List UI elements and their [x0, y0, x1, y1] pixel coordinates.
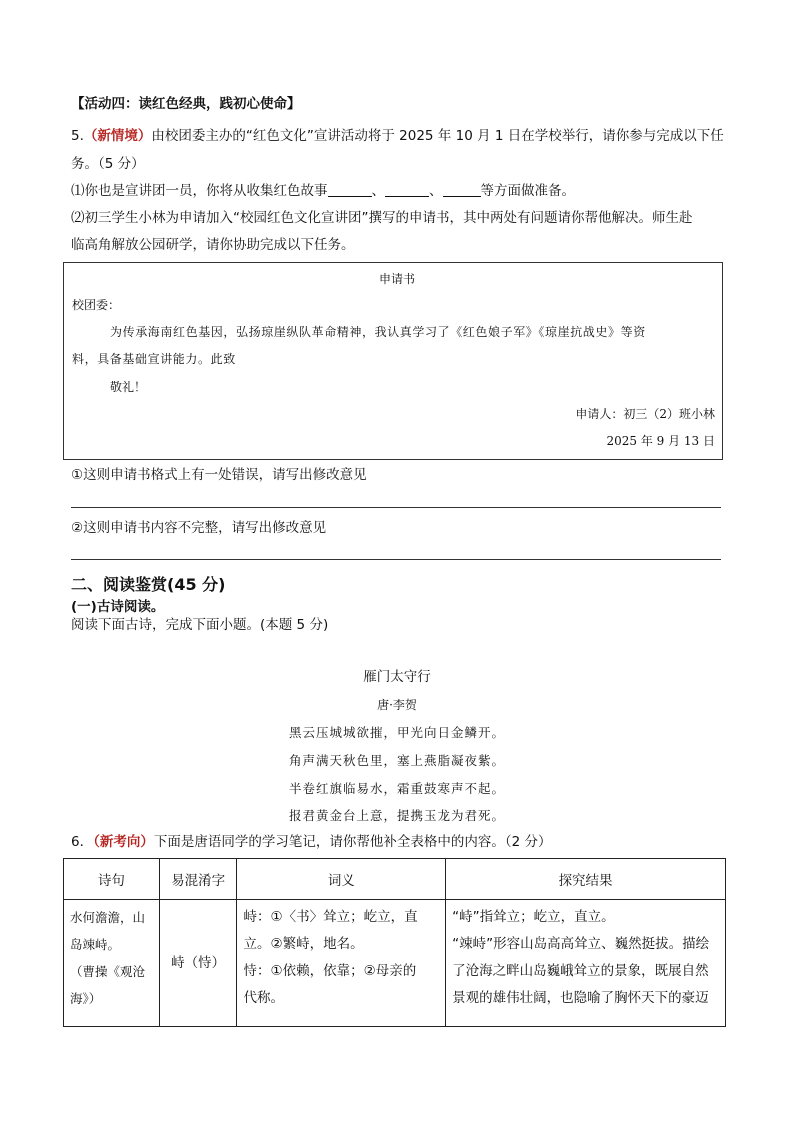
q5-sub1-prefix: ⑴你也是宣讲团一员，你将从收集红色故事: [71, 183, 328, 199]
cell-line: 海》）: [70, 991, 102, 1006]
cell-line: 景观的雄伟壮阔，也隐喻了胸怀天下的豪迈: [452, 990, 709, 1006]
poem-author: 唐·李贺: [377, 698, 417, 712]
meaning-cell: [237, 900, 446, 1027]
q6-text: 下面是唐语同学的学习笔记，请你帮他补全表格中的内容。（2 分）: [153, 834, 552, 850]
cell-line: 了沧海之畔山岛巍峨耸立的景象，既展自然: [452, 963, 709, 979]
column-header: 易混淆字: [159, 859, 237, 900]
q5-sub2-line1: ⑵初三学生小林为申请加入“校园红色文化宣讲团”撰写的申请书，其中两处有问题请你帮他解决。师生赴: [71, 210, 693, 226]
table-row: [64, 900, 726, 1027]
separator: 、: [371, 183, 385, 199]
cell-line: 恃：①依赖，依靠；②母亲的: [243, 963, 417, 979]
activity-heading: 【活动四：读红色经典，践初心使命】: [71, 96, 301, 112]
answer-blank-1[interactable]: [328, 182, 372, 197]
q5-item-2: ②这则申请书内容不完整，请写出修改意见: [71, 520, 327, 536]
cell-line: （曹操《观沧: [70, 964, 146, 979]
poem-line: 报君黄金台上意，提携玉龙为君死。: [288, 808, 505, 823]
separator: 、: [429, 183, 443, 199]
letter-date: 2025 年 9 月 13 日: [606, 434, 715, 448]
result-cell: [446, 900, 726, 1027]
answer-line-1[interactable]: [71, 507, 721, 508]
answer-blank-3[interactable]: [443, 182, 481, 197]
section-title: 二、阅读鉴赏(45 分): [71, 575, 226, 594]
q5-text: 由校团委主办的“红色文化”宣讲活动将于 2025 年 10 月 1 日在学校举行，请你参与完成以下任: [151, 128, 724, 144]
confusable-char-cell: 峙（恃）: [159, 900, 237, 1027]
section-subtitle: (一)古诗阅读。: [71, 599, 165, 615]
q5-sub2-line2: 临高角解放公园研学，请你协助完成以下任务。: [71, 237, 355, 253]
q5-sub1: [71, 182, 575, 200]
poem-title: 雁门太守行: [363, 669, 431, 685]
q5-sub1-suffix: 等方面做准备。: [480, 183, 575, 199]
q5-line2: 务。（5 分）: [71, 156, 145, 172]
letter-signer: 申请人：初三（2）班小林: [575, 407, 715, 421]
poem-line: 角声满天秋色里，塞上燕脂凝夜紫。: [288, 753, 505, 768]
q5-tag: （新情境）: [83, 128, 152, 144]
letter-body-1: 为传承海南红色基因，弘扬琼崖纵队革命精神，我认真学习了《红色娘子军》《琼崖抗战史》等资: [110, 325, 646, 339]
letter-title: 申请书: [378, 272, 415, 286]
answer-line-2[interactable]: [71, 559, 721, 560]
column-header: 词义: [237, 859, 446, 900]
cell-line: 代称。: [243, 990, 284, 1006]
study-notes-table: [63, 858, 726, 1027]
column-header: 探究结果: [446, 859, 726, 900]
q6-number: 6．: [71, 834, 94, 850]
section-instruction: 阅读下面古诗，完成下面小题。(本题 5 分): [71, 617, 329, 633]
letter-closing: 敬礼！: [110, 380, 147, 394]
cell-line: “峙”指耸立；屹立，直立。: [452, 909, 615, 925]
column-header: 诗句: [64, 859, 160, 900]
poem-line: 黑云压城城欲摧，甲光向日金鳞开。: [288, 725, 505, 740]
cell-line: 岛竦峙。: [70, 937, 121, 952]
cell-line: “竦峙”形容山岛高高耸立、巍然挺拔。描绘: [452, 936, 710, 952]
q5-item-1: ①这则申请书格式上有一处错误，请写出修改意见: [71, 467, 367, 483]
poem-line: 半卷红旗临易水，霜重鼓寒声不起。: [288, 781, 505, 796]
cell-line: 立。②繁峙，地名。: [243, 936, 364, 952]
answer-blank-2[interactable]: [385, 182, 429, 197]
poem-cell: [64, 900, 160, 1027]
cell-line: 峙：①〈书〉耸立；屹立，直: [243, 909, 418, 925]
q6-line: [71, 833, 551, 851]
letter-salutation: 校团委：: [72, 298, 121, 312]
letter-body-2: 料，具备基础宣讲能力。此致: [72, 352, 236, 366]
q5-number: 5.: [71, 128, 84, 144]
q6-tag: （新考向）: [93, 834, 154, 850]
cell-line: 水何澹澹，山: [70, 910, 146, 925]
table-header-row: [64, 859, 726, 900]
q5-line1: [71, 127, 724, 145]
